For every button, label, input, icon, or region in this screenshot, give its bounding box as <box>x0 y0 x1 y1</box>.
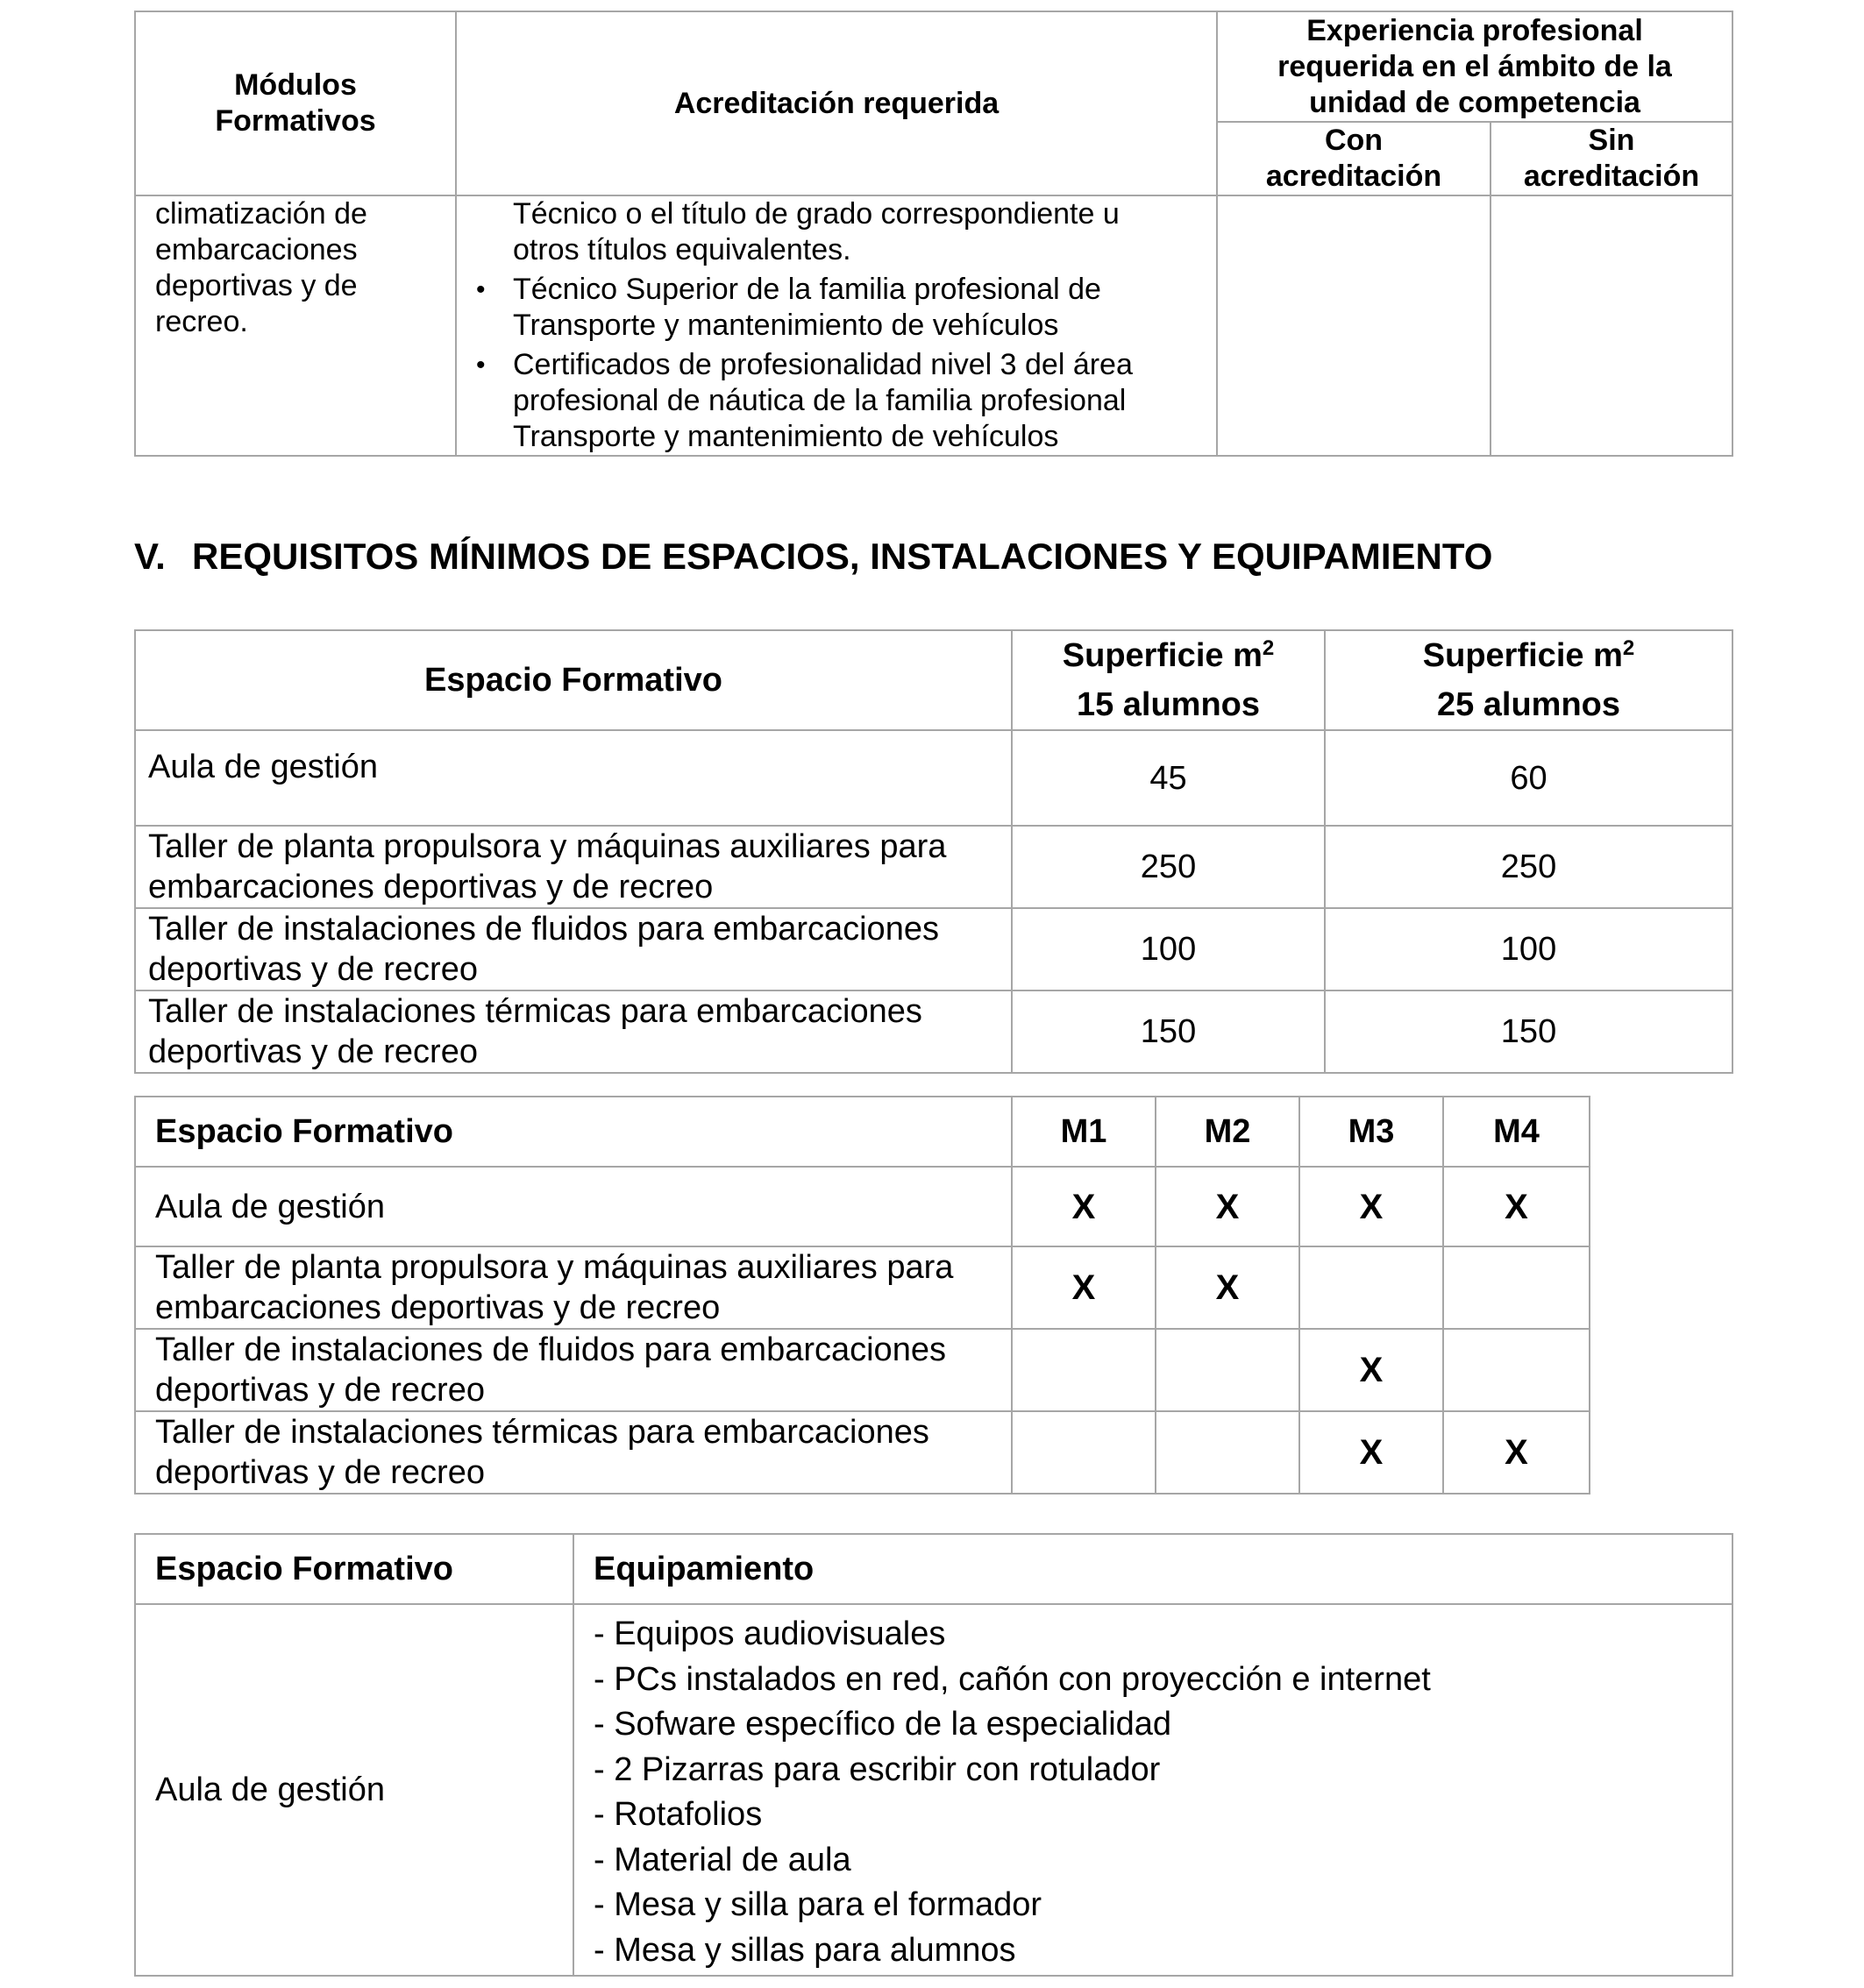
section-heading <box>134 535 1492 579</box>
header-m1: M1 <box>1012 1097 1156 1167</box>
espacio-name: Taller de planta propulsora y máquinas auxiliares para embarcaciones deportivas y de recreo <box>135 1246 1012 1329</box>
espacio-name: Taller de instalaciones térmicas para embarcaciones deportivas y de recreo <box>135 990 1012 1073</box>
surface-table <box>134 629 1733 1074</box>
qualification-table <box>134 11 1733 457</box>
header-superficie-15 <box>1012 630 1325 730</box>
modulo-line: embarcaciones <box>155 233 358 266</box>
mark-m3: X <box>1299 1411 1443 1494</box>
header-superficie-25 <box>1325 630 1732 730</box>
mark-m4: X <box>1443 1411 1590 1494</box>
acreditacion-line: • Técnico Superior de la familia profesional de <box>513 273 1101 306</box>
section-number: V. <box>134 536 166 577</box>
header-text: Superficie m <box>1062 637 1263 674</box>
mark-m2: X <box>1156 1167 1299 1246</box>
espacio-name: Aula de gestión <box>135 1604 573 1976</box>
acreditacion-line: Transporte y mantenimiento de vehículos <box>513 420 1059 453</box>
equipment-table <box>134 1533 1733 1977</box>
table-row <box>135 1604 1732 1976</box>
superficie-15: 150 <box>1012 990 1325 1073</box>
acreditacion-line: Técnico o el título de grado correspondiente u <box>513 197 1120 231</box>
acreditacion-list <box>457 196 1216 455</box>
espacio-name: Aula de gestión <box>135 1167 1012 1246</box>
mark-m2 <box>1156 1329 1299 1411</box>
mark-m1 <box>1012 1329 1156 1411</box>
superscript: 2 <box>1262 636 1275 660</box>
equipment-item: - Equipos audiovisuales <box>594 1615 946 1652</box>
header-experiencia: Experiencia profesional requerida en el ámbito de la unidad de competencia <box>1217 11 1732 122</box>
acreditacion-cell <box>456 195 1217 456</box>
header-equipamiento: Equipamiento <box>573 1534 1732 1604</box>
mark-m3 <box>1299 1246 1443 1329</box>
acreditacion-line: otros títulos equivalentes. <box>513 233 851 266</box>
modulo-line: recreo. <box>155 305 248 338</box>
header-text: Superficie m <box>1422 637 1623 674</box>
acreditacion-item-bullet <box>513 272 1216 344</box>
header-text: 25 alumnos <box>1436 686 1621 723</box>
superficie-15: 45 <box>1012 730 1325 826</box>
mark-m1: X <box>1012 1167 1156 1246</box>
table-row <box>135 1246 1590 1329</box>
equipment-item: - Sofware específico de la especialidad <box>594 1706 1172 1743</box>
equipment-item: - PCs instalados en red, cañón con proyección e internet <box>594 1660 1431 1698</box>
header-m4: M4 <box>1443 1097 1590 1167</box>
modulo-line: deportivas y de <box>155 269 358 302</box>
equipment-item: - Mesa y sillas para alumnos <box>594 1931 1016 1969</box>
acreditacion-line: Transporte y mantenimiento de vehículos <box>513 309 1059 342</box>
header-con-acreditacion: Con acreditación <box>1217 122 1490 195</box>
sin-acreditacion-cell <box>1490 195 1732 456</box>
table-row <box>135 990 1732 1073</box>
header-espacio: Espacio Formativo <box>135 630 1012 730</box>
equipment-item: - 2 Pizarras para escribir con rotulador <box>594 1750 1161 1788</box>
superficie-25: 60 <box>1325 730 1732 826</box>
espacio-name: Aula de gestión <box>135 730 1012 826</box>
mark-m1: X <box>1012 1246 1156 1329</box>
espacio-name: Taller de planta propulsora y máquinas auxiliares para embarcaciones deportivas y de recreo <box>135 826 1012 908</box>
header-acreditacion: Acreditación requerida <box>456 11 1217 195</box>
superficie-15: 250 <box>1012 826 1325 908</box>
mark-m4 <box>1443 1329 1590 1411</box>
superficie-25: 250 <box>1325 826 1732 908</box>
header-m3: M3 <box>1299 1097 1443 1167</box>
acreditacion-line: profesional de náutica de la familia profesional <box>513 384 1127 417</box>
mark-m3: X <box>1299 1167 1443 1246</box>
header-espacio: Espacio Formativo <box>135 1534 573 1604</box>
superficie-25: 100 <box>1325 908 1732 990</box>
acreditacion-item <box>513 196 1216 268</box>
table-row <box>135 1167 1590 1246</box>
mark-m1 <box>1012 1411 1156 1494</box>
table-row <box>135 908 1732 990</box>
equipment-item: - Material de aula <box>594 1841 851 1878</box>
table-row <box>135 1329 1590 1411</box>
modulo-line: climatización de <box>155 197 367 231</box>
header-text: 15 alumnos <box>1076 686 1261 723</box>
table-row <box>135 1411 1590 1494</box>
acreditacion-item-bullet <box>513 347 1216 455</box>
espacio-name: Taller de instalaciones de fluidos para embarcaciones deportivas y de recreo <box>135 908 1012 990</box>
section-title: REQUISITOS MÍNIMOS DE ESPACIOS, INSTALACIONES Y EQUIPAMIENTO <box>192 536 1493 577</box>
superficie-15: 100 <box>1012 908 1325 990</box>
equipment-item: - Mesa y silla para el formador <box>594 1886 1042 1923</box>
con-acreditacion-cell <box>1217 195 1490 456</box>
equipment-item: - Rotafolios <box>594 1796 763 1833</box>
superscript: 2 <box>1622 636 1635 660</box>
mark-m3: X <box>1299 1329 1443 1411</box>
table-row <box>135 826 1732 908</box>
module-matrix-table <box>134 1096 1590 1495</box>
mark-m2 <box>1156 1411 1299 1494</box>
acreditacion-line: • Certificados de profesionalidad nivel 3 del área <box>513 348 1133 381</box>
modulo-cell <box>135 195 456 456</box>
espacio-name: Taller de instalaciones de fluidos para embarcaciones deportivas y de recreo <box>135 1329 1012 1411</box>
header-modulos: Módulos Formativos <box>135 11 456 195</box>
header-sin-acreditacion: Sin acreditación <box>1490 122 1732 195</box>
mark-m4: X <box>1443 1167 1590 1246</box>
equipment-list <box>573 1604 1732 1976</box>
mark-m4 <box>1443 1246 1590 1329</box>
espacio-name: Taller de instalaciones térmicas para embarcaciones deportivas y de recreo <box>135 1411 1012 1494</box>
header-m2: M2 <box>1156 1097 1299 1167</box>
table-row <box>135 730 1732 826</box>
header-espacio: Espacio Formativo <box>135 1097 1012 1167</box>
superficie-25: 150 <box>1325 990 1732 1073</box>
mark-m2: X <box>1156 1246 1299 1329</box>
